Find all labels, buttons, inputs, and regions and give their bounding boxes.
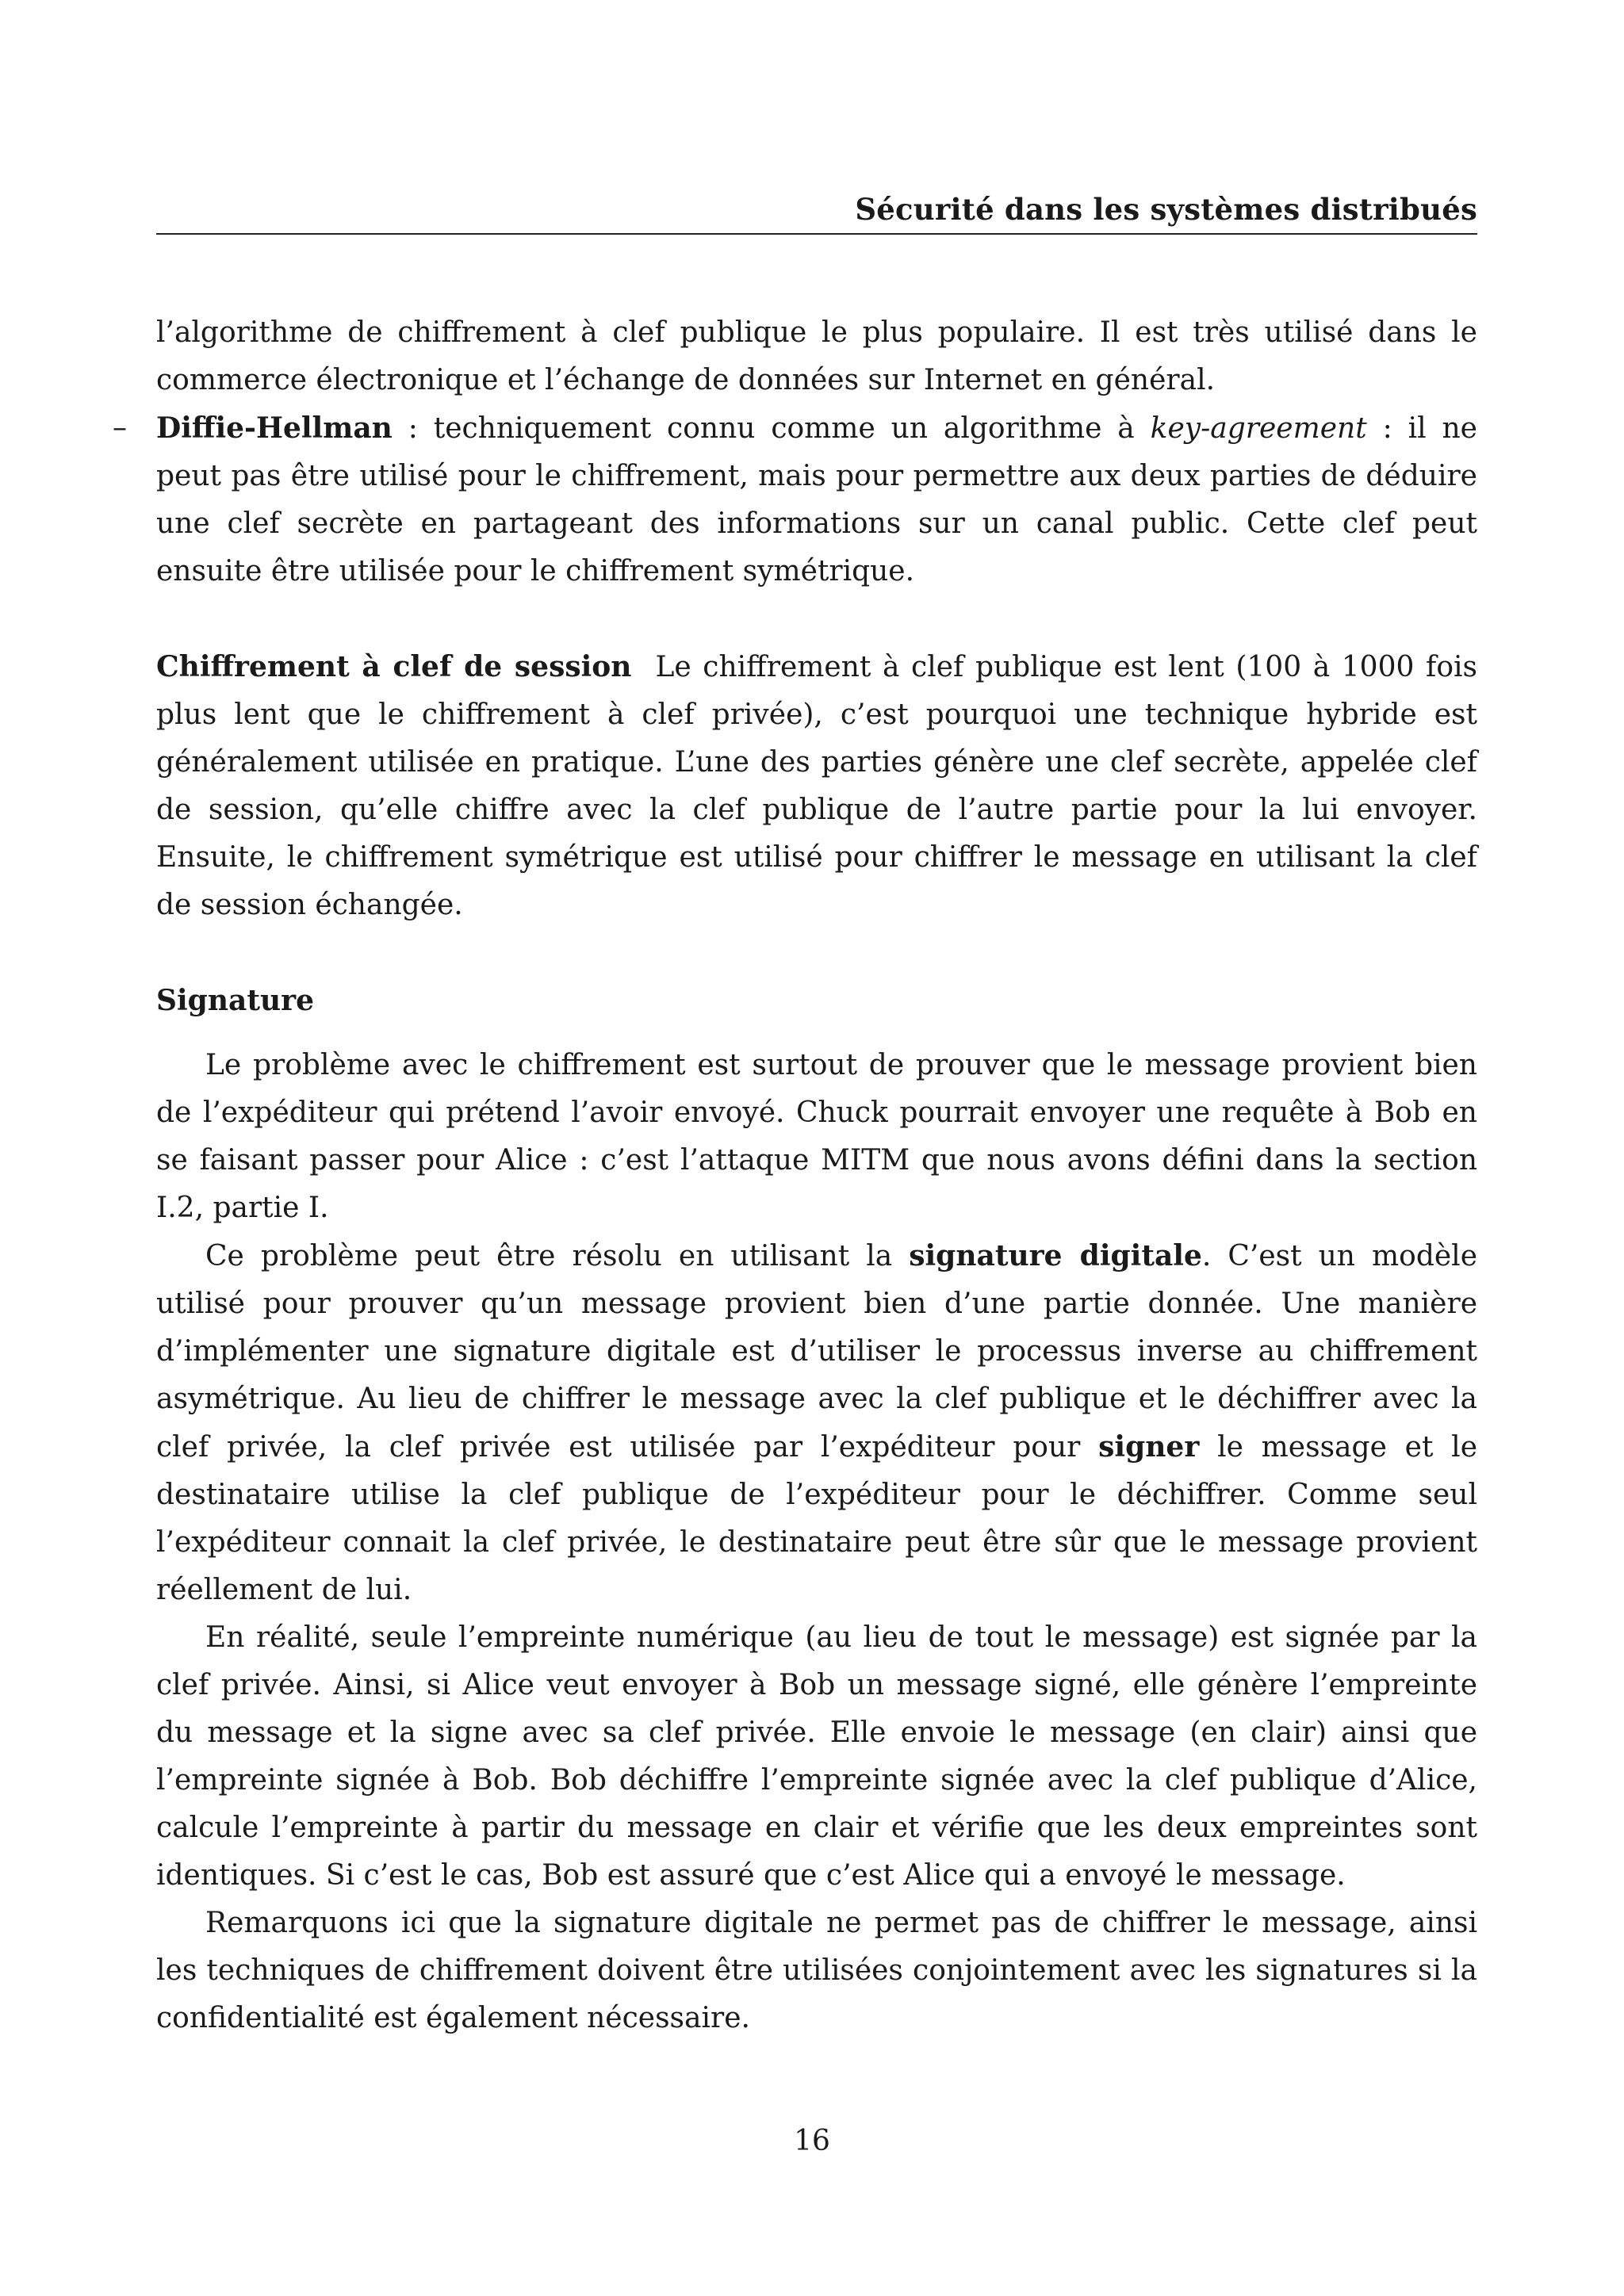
list-item-continuation: l’algorithme de chiffrement à clef publique le plus populaire. Il est très utilisé dans le commerce électronique et l’échange de données sur Internet en général. — [156, 316, 1477, 396]
header-title: Sécurité dans les systèmes distribués — [855, 192, 1477, 227]
signature-p2-bold-1: signature digitale — [909, 1239, 1202, 1272]
signature-p2-text-a: Ce problème peut être résolu en utilisant la — [205, 1240, 910, 1272]
list-item-term: Diffie-Hellman — [156, 411, 393, 445]
session-heading: Chiffrement à clef de session — [156, 650, 632, 683]
page-body — [113, 309, 1477, 2042]
signature-paragraph-4: Remarquons ici que la signature digitale ne permet pas de chiffrer le message, ainsi les techniques de chiffrement doivent être utilisées conjointement avec les signatures si la confidentialité est également nécessaire. — [156, 1907, 1477, 2034]
signature-p2-text-b: . C’est un modèle utilisé pour prouver qu’un message provient bien d’une partie donnée. Une manière d’implémenter une signature digitale est d’utiliser le processus inverse au chiffrement asymétrique. Au lieu de chiffrer le message avec la clef publique et le déchiffrer avec la clef privée, la clef privée est utilisée par l’expéditeur pour — [156, 1240, 1477, 1464]
list-item-text-2: : il ne peut pas être utilisé pour le chiffrement, mais pour permettre aux deux parties de déduire une clef secrète en partageant des informations sur un canal public. Cette clef peut ensuite être utilisée pour le chiffrement symétrique. — [156, 412, 1477, 587]
signature-paragraph-1: Le problème avec le chiffrement est surtout de prouver que le message provient bien de l’expéditeur qui prétend l’avoir envoyé. Chuck pourrait envoyer une requête à Bob en se faisant passer pour Alice : c’est l’attaque MITM que nous avons défini dans la section I.2, partie I. — [156, 1049, 1477, 1224]
session-text: Le chiffrement à clef publique est lent (100 à 1000 fois plus lent que le chiffrement à clef privée), c’est pourquoi une technique hybride est généralement utilisée en pratique. L’une des parties génère une clef secrète, appelée clef de session, qu’elle chiffre avec la clef publique de l’autre partie pour la lui envoyer. Ensuite, le chiffrement symétrique est utilisé pour chiffrer le message en utilisant la clef de session échangée. — [156, 651, 1477, 921]
list-item-diffie-hellman — [113, 404, 1477, 595]
list-item-text-1: : techniquement connu comme un algorithme à — [392, 412, 1151, 445]
page-number: 16 — [794, 2125, 830, 2157]
signature-p2-text-c: le message et le destinataire utilise la clef publique de l’expéditeur pour le déchiffrer. Comme seul l’expéditeur connait la clef privée, le destinataire peut être sûr que le message provient réellement de lui. — [156, 1431, 1477, 1606]
signature-paragraph-2 — [156, 1232, 1477, 1614]
signature-p2-bold-2: signer — [1098, 1430, 1200, 1464]
list-item-emphasis: key-agreement — [1150, 412, 1367, 445]
list-dash: – — [113, 411, 127, 444]
section-heading-signature: Signature — [156, 984, 315, 1017]
running-header — [156, 190, 1477, 235]
signature-paragraph-3: En réalité, seule l’empreinte numérique (au lieu de tout le message) est signée par la clef privée. Ainsi, si Alice veut envoyer à Bob un message signé, elle génère l’empreinte du message et la signe avec sa clef privée. Elle envoie le message (en clair) ainsi que l’empreinte signée à Bob. Bob déchiffre l’empreinte signée avec la clef publique d’Alice, calcule l’empreinte à partir du message en clair et vérifie que les deux empreintes sont identiques. Si c’est le cas, Bob est assuré que c’est Alice qui a envoyé le message. — [156, 1621, 1477, 1892]
paragraph-session-key — [156, 643, 1477, 929]
